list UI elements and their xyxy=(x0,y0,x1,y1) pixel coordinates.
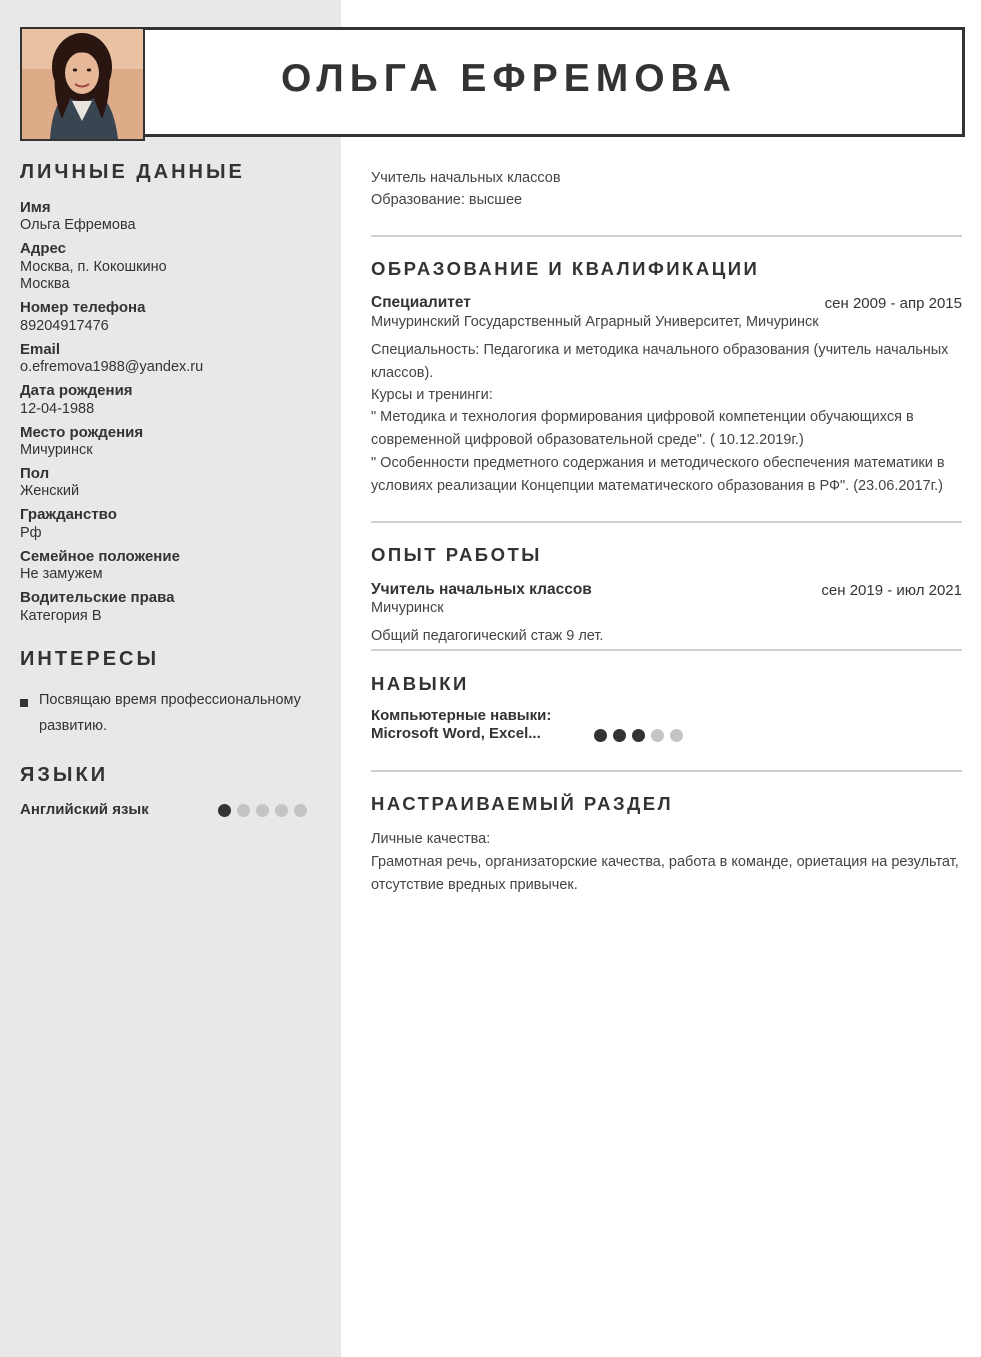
citizenship-label: Гражданство xyxy=(20,506,117,523)
divider xyxy=(371,521,962,523)
candidate-name: ОЛЬГА ЕФРЕМОВА xyxy=(281,57,737,100)
birthdate-value: 12-04-1988 xyxy=(20,401,95,417)
languages-heading: ЯЗЫКИ xyxy=(20,764,109,786)
interest-item: Посвящаю время профессиональному развитию. xyxy=(39,692,301,734)
education-institution: Мичуринский Государственный Аграрный Университет, Мичуринск xyxy=(371,314,819,330)
skill-name-line2: Microsoft Word, Excel... xyxy=(371,725,541,742)
rating-dot-filled xyxy=(613,729,626,742)
skills-heading: НАВЫКИ xyxy=(371,673,469,694)
phone-value: 89204917476 xyxy=(20,318,109,334)
course-item-1: " Методика и технология формирования цифровой компетенции обучающихся в современной цифровой образовательной среде". ( 10.12.2019г.) xyxy=(371,409,914,448)
name-banner xyxy=(145,27,965,137)
skill-level-rating xyxy=(594,729,683,742)
bullet-icon xyxy=(20,699,28,707)
marital-value: Не замужем xyxy=(20,566,103,582)
license-value: Категория B xyxy=(20,608,102,624)
name-value: Ольга Ефремова xyxy=(20,217,136,233)
experience-dates: сен 2019 - июл 2021 xyxy=(821,582,962,599)
rating-dot-empty xyxy=(294,804,307,817)
education-degree: Специалитет xyxy=(371,294,471,311)
license-label: Водительские права xyxy=(20,589,175,606)
interests-heading: ИНТЕРЕСЫ xyxy=(20,648,160,670)
courses-label: Курсы и тренинги: xyxy=(371,387,493,403)
personal-data-heading: ЛИЧНЫЕ ДАННЫЕ xyxy=(20,161,245,183)
experience-heading: ОПЫТ РАБОТЫ xyxy=(371,544,542,565)
education-heading: ОБРАЗОВАНИЕ И КВАЛИФИКАЦИИ xyxy=(371,258,760,279)
custom-heading: НАСТРАИВАЕМЫЙ РАЗДЕЛ xyxy=(371,793,674,814)
divider xyxy=(371,649,962,651)
email-value[interactable]: o.efremova1988@yandex.ru xyxy=(20,359,204,375)
divider xyxy=(371,770,962,772)
divider xyxy=(371,235,962,237)
email-label: Email xyxy=(20,341,61,358)
birthplace-value: Мичуринск xyxy=(20,442,93,458)
rating-dot-empty xyxy=(670,729,683,742)
birthdate-label: Дата рождения xyxy=(20,382,133,399)
birthplace-label: Место рождения xyxy=(20,424,144,441)
course-item-2: " Особенности предметного содержания и методического обеспечения математики в условиях реализации Концепции математического образования в РФ". (23.06.2017г.) xyxy=(371,455,945,494)
experience-title: Учитель начальных классов xyxy=(371,581,592,598)
sidebar xyxy=(0,0,341,1357)
name-label: Имя xyxy=(20,199,51,216)
gender-value: Женский xyxy=(20,483,80,499)
rating-dot-filled xyxy=(218,804,231,817)
experience-description: Общий педагогический стаж 9 лет. xyxy=(371,628,604,644)
language-name: Английский язык xyxy=(20,801,149,818)
custom-text: Грамотная речь, организаторские качества, работа в команде, ориетация на результат, отсутствие вредных привычек. xyxy=(371,854,959,893)
address-line2: Москва xyxy=(20,276,70,292)
skill-name-line1: Компьютерные навыки: xyxy=(371,707,552,724)
summary-position: Учитель начальных классов xyxy=(371,170,561,186)
experience-location: Мичуринск xyxy=(371,600,444,616)
phone-label: Номер телефона xyxy=(20,299,146,316)
marital-label: Семейное положение xyxy=(20,548,180,565)
education-description: Специальность: Педагогика и методика начального образования (учитель начальных классов). xyxy=(371,342,949,381)
gender-label: Пол xyxy=(20,465,50,482)
summary-education: Образование: высшее xyxy=(371,192,523,208)
address-label: Адрес xyxy=(20,240,67,257)
portrait-image xyxy=(22,29,143,139)
address-line1: Москва, п. Кокошкино xyxy=(20,259,167,275)
rating-dot-filled xyxy=(594,729,607,742)
rating-dot-empty xyxy=(651,729,664,742)
language-level-rating xyxy=(218,804,307,817)
rating-dot-filled xyxy=(632,729,645,742)
rating-dot-empty xyxy=(256,804,269,817)
custom-label: Личные качества: xyxy=(371,831,491,847)
rating-dot-empty xyxy=(275,804,288,817)
citizenship-value: Рф xyxy=(20,525,42,541)
education-dates: сен 2009 - апр 2015 xyxy=(824,295,962,312)
profile-photo xyxy=(20,27,145,141)
rating-dot-empty xyxy=(237,804,250,817)
